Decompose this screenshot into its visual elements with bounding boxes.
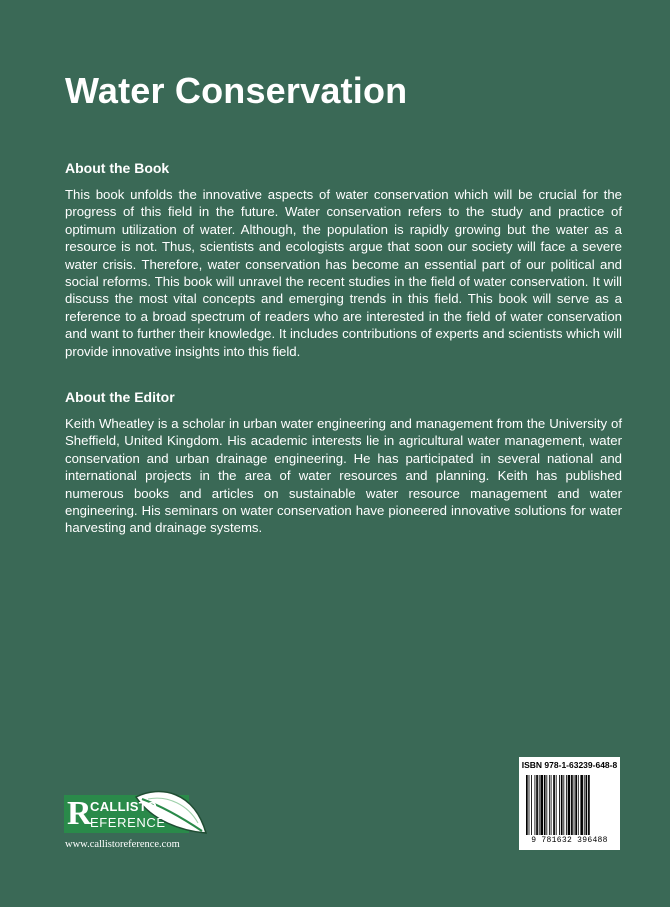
barcode-bar <box>566 775 567 835</box>
publisher-website: www.callistoreference.com <box>65 839 180 850</box>
barcode-bar <box>561 775 563 835</box>
book-title: Water Conservation <box>65 70 408 111</box>
barcode-bar <box>529 775 530 835</box>
barcode-digits: 9 781632 396488 <box>531 836 608 845</box>
barcode-bar <box>546 775 547 835</box>
isbn-barcode-panel <box>519 757 620 850</box>
barcode-bar <box>553 775 555 835</box>
barcode-bar <box>559 775 560 835</box>
barcode-bar <box>535 775 536 835</box>
barcode-bar <box>539 775 540 835</box>
barcode-bar <box>540 775 543 835</box>
about-book-heading: About the Book <box>65 160 170 176</box>
barcode-bar <box>571 775 573 835</box>
barcode-bar <box>586 775 588 835</box>
barcode-bar <box>549 775 550 835</box>
barcode-bar <box>563 775 564 835</box>
barcode-bar <box>580 775 583 835</box>
barcode-bar <box>578 775 579 835</box>
barcode-bar <box>574 775 575 835</box>
logo-letter-r: R <box>67 795 92 832</box>
barcode-bar <box>551 775 552 835</box>
barcode-bar <box>536 775 538 835</box>
about-editor-text: Keith Wheatley is a scholar in urban water engineering and management from the University of Sheffield, United Kingdom. His academic interests lie in agricultural water management, water conservation and urban drainage engineering. He has participated in several national and international projects in the area of water resources and planning. Keith has published numerous books and articles on sustainable water resource management and water engineering. His seminars on water conservation have pioneered innovative solutions for water harvesting and drainage systems. <box>65 416 622 536</box>
barcode-bar <box>568 775 571 835</box>
barcode-bar <box>584 775 585 835</box>
logo-word-callisto: CALLISTO <box>90 799 158 814</box>
logo-word-eference: EFERENCE <box>90 815 166 830</box>
barcode-bar <box>544 775 546 835</box>
barcode-bar <box>588 775 590 835</box>
barcode-icon <box>526 775 613 835</box>
barcode-bar <box>531 775 532 835</box>
about-book-text: This book unfolds the innovative aspects of water conservation which will be crucial for the progress of this field in the future. Water conservation refers to the study and practice of optimum utilization of water. Although, the population is rapidly growing but the water as a resource is not. Thus, scientists and ecologists argue that soon our society will face a severe water crisis. Therefore, water conservation has become an essential part of our political and social reforms. This book will unravel the recent studies in the field of water conservation. It will discuss the most vital concepts and emerging trends in this field. This book will serve as a reference to a broad spectrum of readers who are interested in the field of water conservation and want to further their knowledge. It includes contributions of experts and scientists which will provide innovative insights into this field. <box>65 187 622 359</box>
barcode-bar <box>575 775 577 835</box>
about-editor-heading: About the Editor <box>65 389 175 405</box>
isbn-label: ISBN 978-1-63239-648-8 <box>521 760 618 770</box>
barcode-bar <box>526 775 528 835</box>
barcode-bar <box>556 775 557 835</box>
